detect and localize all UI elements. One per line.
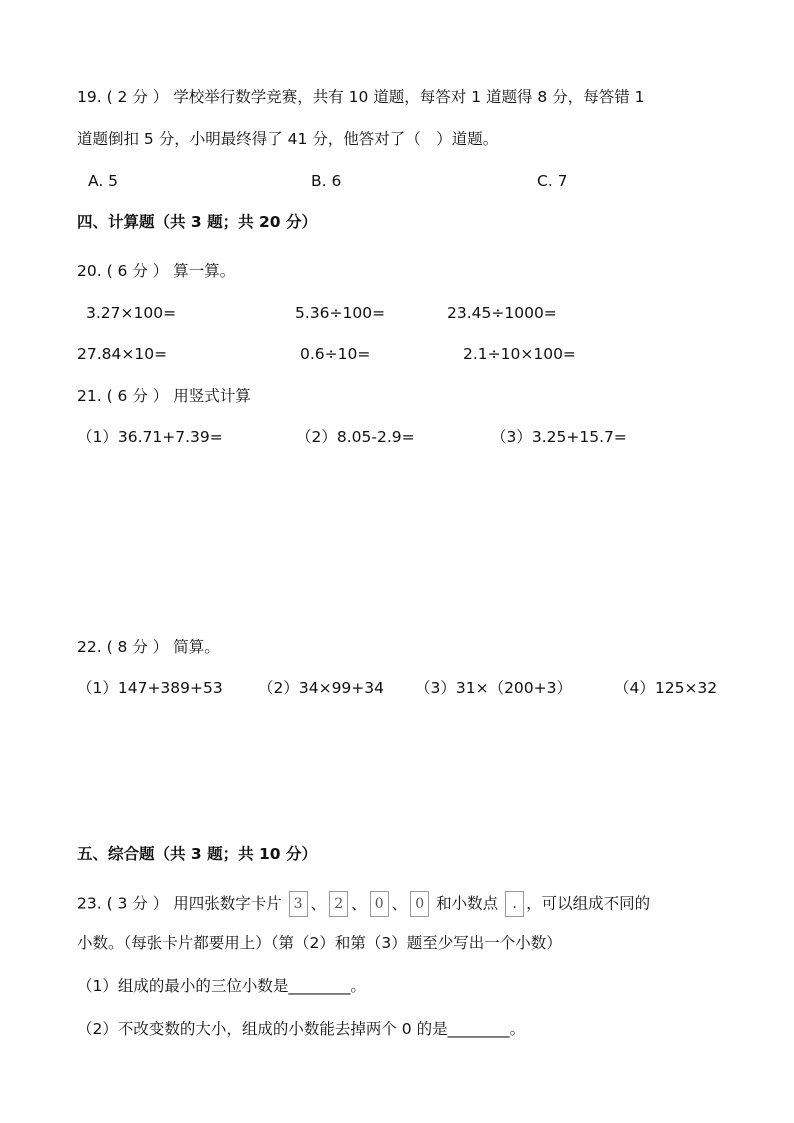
q19-line1: 19. ( 2 分 ） 学校举行数学竞赛，共有 10 道题，每答对 1 道题得 8 分，每答错 1 xyxy=(77,88,645,106)
q20-title: 20. ( 6 分 ） 算一算。 xyxy=(77,262,236,280)
q22-title: 22. ( 8 分 ） 简算。 xyxy=(77,638,220,656)
q22-item: （2）34×99+34 xyxy=(258,679,385,697)
separator: 、 xyxy=(351,894,367,913)
section5-title: 五、综合题（共 3 题；共 10 分） xyxy=(77,845,317,863)
q19-option-c: C. 7 xyxy=(537,172,568,190)
q22-item: （3）31×（200+3） xyxy=(415,679,573,697)
digit-card: 2 xyxy=(329,891,348,917)
q20-item: 3.27×100= xyxy=(86,304,177,322)
q20-item: 2.1÷10×100= xyxy=(463,345,576,363)
q19-option-b: B. 6 xyxy=(311,172,342,190)
q20-item: 5.36÷100= xyxy=(295,304,386,322)
separator: 、 xyxy=(310,894,327,913)
q21-item: （1）36.71+7.39= xyxy=(77,428,223,446)
q23-prefix: 23. ( 3 分 ） 用四张数字卡片 xyxy=(77,894,282,913)
q20-item: 23.45÷1000= xyxy=(447,304,557,322)
q23-sub2: （2）不改变数的大小，组成的小数能去掉两个 0 的是________。 xyxy=(77,1020,526,1038)
separator: 、 xyxy=(391,894,408,913)
q23-line2: 小数。（每张卡片都要用上）（第（2）和第（3）题至少写出一个小数） xyxy=(77,934,562,952)
q23-sub1: （1）组成的最小的三位小数是________。 xyxy=(77,977,366,995)
q20-item: 27.84×10= xyxy=(77,345,168,363)
q19-option-a: A. 5 xyxy=(88,172,119,190)
q23-line1 xyxy=(77,891,650,917)
q23-middle: 和小数点 xyxy=(436,894,499,913)
q20-item: 0.6÷10= xyxy=(300,345,371,363)
q21-title: 21. ( 6 分 ） 用竖式计算 xyxy=(77,387,251,405)
q21-item: （2）8.05-2.9= xyxy=(296,428,415,446)
q22-item: （1）147+389+53 xyxy=(77,679,223,697)
q21-item: （3）3.25+15.7= xyxy=(491,428,627,446)
q22-item: （4）125×32 xyxy=(614,679,718,697)
digit-card: 0 xyxy=(410,891,429,917)
digit-card: 3 xyxy=(289,891,308,917)
digit-card: 0 xyxy=(370,891,389,917)
section4-title: 四、计算题（共 3 题；共 20 分） xyxy=(77,213,317,231)
q19-line2: 道题倒扣 5 分，小明最终得了 41 分，他答对了（ ）道题。 xyxy=(77,130,499,148)
decimal-point-card: . xyxy=(505,891,524,917)
q23-suffix: ，可以组成不同的 xyxy=(526,894,651,913)
